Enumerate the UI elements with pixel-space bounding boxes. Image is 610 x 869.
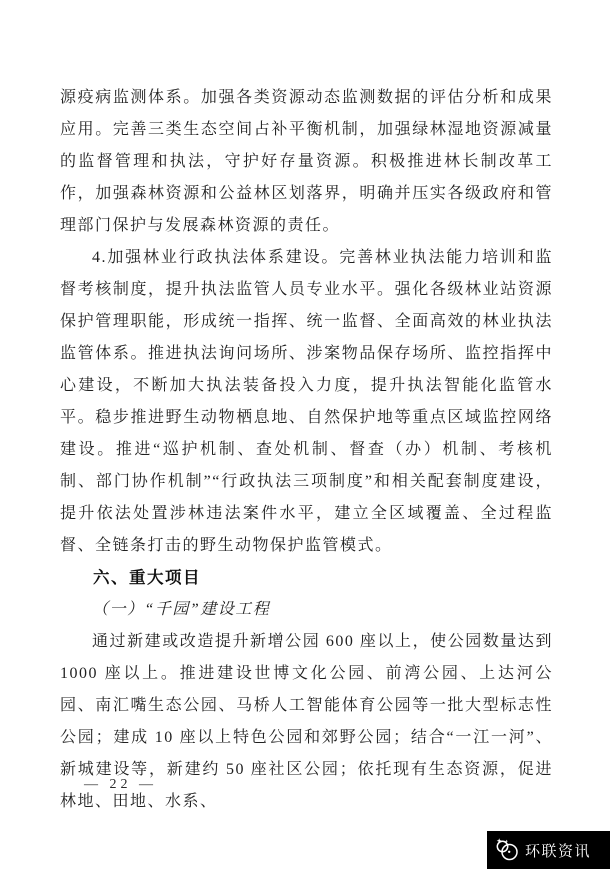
paragraph-item-4: 4.加强林业行政执法体系建设。完善林业执法能力培训和监督考核制度，提升执法监管人员专业水平。强化各级林业站资源保护管理职能，形成统一指挥、统一监督、全面高效的林业执法监管体系。推进执法询问场所、涉案物品保存场所、监控指挥中心建设，不断加大执法装备投入力度，提升执法智能化监管水平。稳步推进野生动物栖息地、自然保护地等重点区域监控网络建设。推进“巡护机制、查处机制、督查（办）机制、考核机制、部门协作机制”“行政执法三项制度”和相关配套制度建设，提升依法处置涉林违法案件水平，建立全区域覆盖、全过程监督、全链条打击的野生动物保护监管模式。 <box>60 249 553 554</box>
paragraph-parks-plan: 通过新建或改造提升新增公园 600 座以上，使公园数量达到 1000 座以上。推进建设世博文化公园、前湾公园、上达河公园、南汇嘴生态公园、马桥人工智能体育公园等一批大型标志性公园；建成 10 座以上特色公园和郊野公园；结合“一江一河”、新城建设等，新建约 50 座社区公园；依托现有生态资源，促进林地、田地、水系、 <box>60 633 553 810</box>
brand-logo-icon <box>494 837 520 863</box>
section-heading-major-projects: 六、重大项目 <box>93 569 201 587</box>
subsection-heading-thousand-parks: （一）“千园”建设工程 <box>92 601 271 618</box>
watermark-badge <box>487 831 610 869</box>
document-text-block <box>60 82 553 818</box>
paragraph-continuation: 源疫病监测体系。加强各类资源动态监测数据的评估分析和成果应用。完善三类生态空间占补平衡机制，加强绿林湿地资源减量的监督管理和执法，守护好存量资源。积极推进林长制改革工作，加强森林资源和公益林区划落界，明确并压实各级政府和管理部门保护与发展森林资源的责任。 <box>60 89 553 234</box>
page-number: — 22 — <box>84 777 157 792</box>
brand-name: 环联资讯 <box>525 842 592 860</box>
